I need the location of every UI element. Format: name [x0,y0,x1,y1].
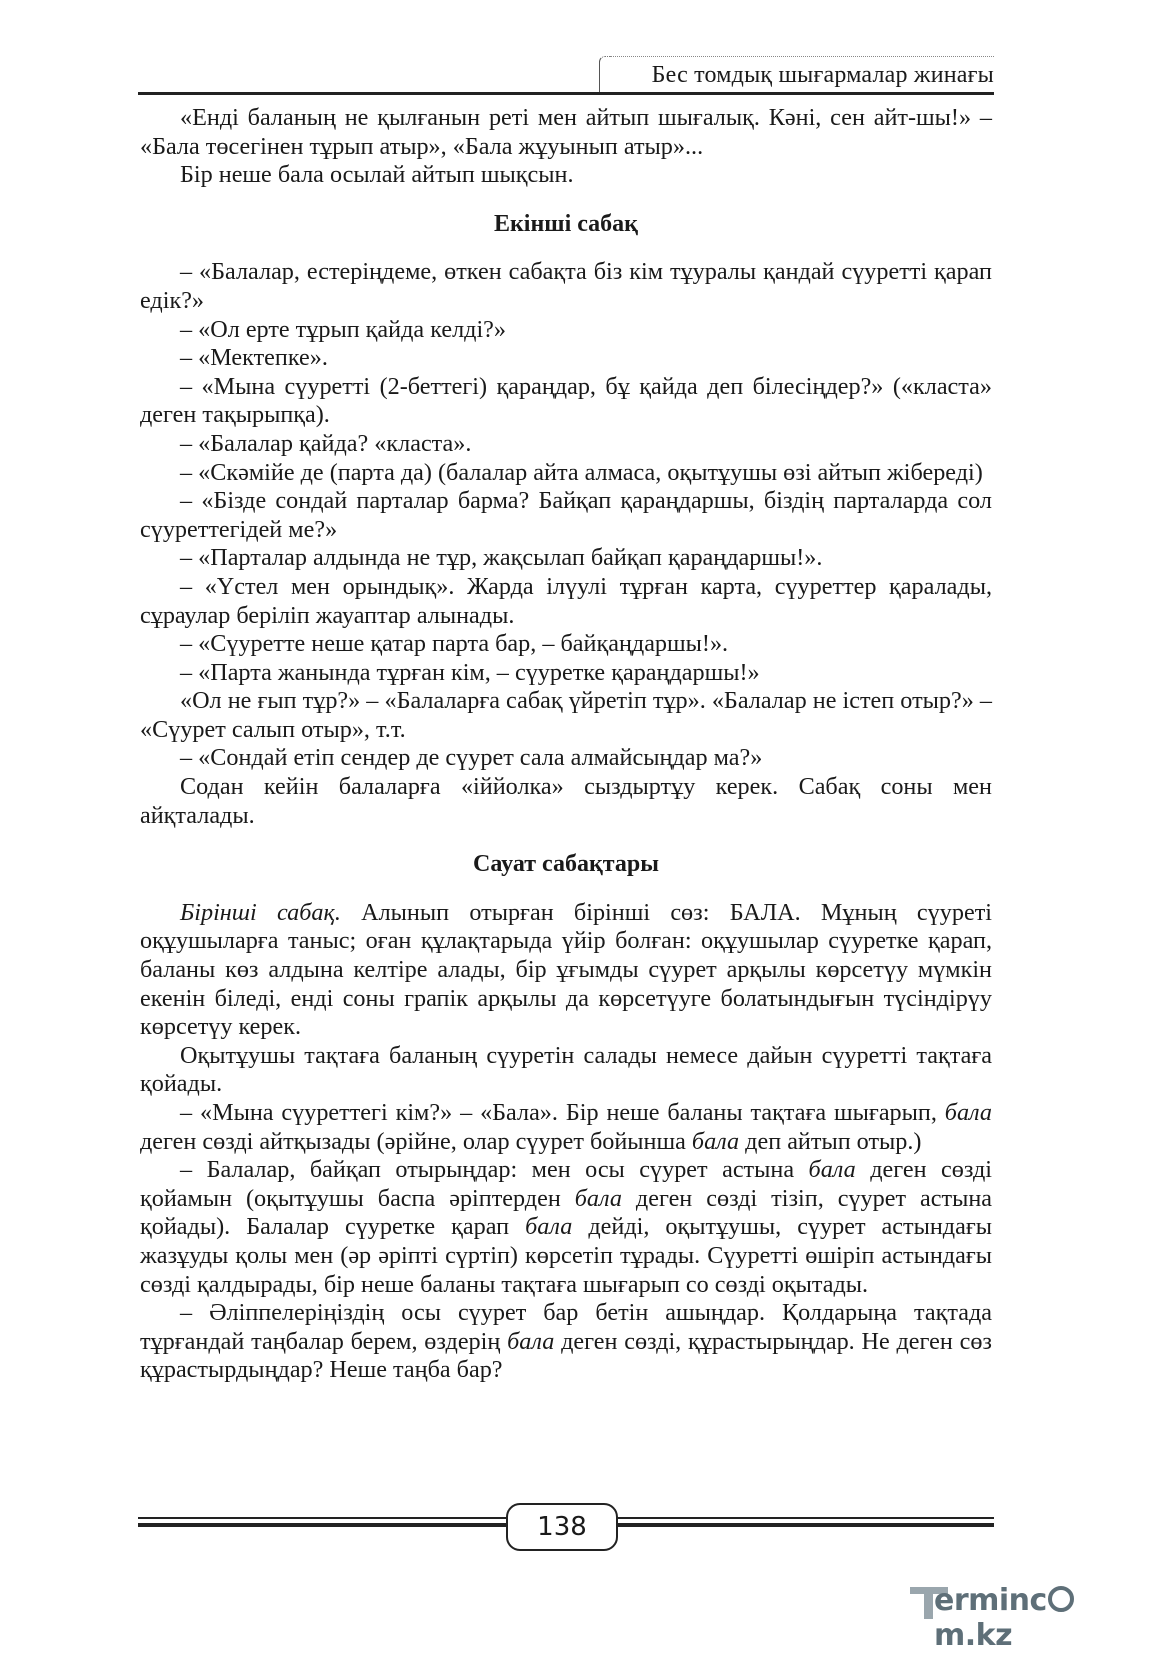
paragraph-text: дейді, оқытұушы, сүурет астындағы жазұуды қолы мен (әр әріпті сүртіп) көрсетіп тұрады. Сүуретті өшіріп астындағы сөзді қалдырады, бір неше баланы тақтаға шығарып со сөзді оқытады. [140,1213,992,1298]
paragraph: Содан кейін балаларға «іййолка» сыздыртұу керек. Сабақ соны мен айқталады. [140,773,992,829]
paragraph-text: Алынып отырған бірінші сөз: БАЛА. Мұның сүуреті оқұушыларға таныс; оған құлақтарыда үйір болған: оқұушылар сүуретке қарап, баланы көз алдына келтіре алады, бір ұғымды сүурет арқылы көрсетүу мүмкін екенін біледі, енді соны грапік арқылы да көрсетүуге болатындығын түсіндірүу көрсетүу керек. [140,898,992,1041]
paragraph: – «Сүуретте неше қатар парта бар, – байқаңдаршы!». [180,630,729,658]
italic-word: бала [808,1156,856,1184]
paragraph-text: деген сөзді тізіп, сүурет астына қойады). Балалар сүуретке қарап [140,1184,992,1241]
section-heading: Сауат сабақтары [473,851,659,878]
paragraph: – «Мына сүуретті (2-беттегі) қараңдар, бұ қайда деп білесіңдер?» («класта» деген тақырыпқа). [140,372,992,429]
italic-word: бала [944,1099,992,1126]
paragraph: «Енді баланың не қылғанын реті мен айтып шығалық. Кәні, сен айт-шы!» – «Бала төсегінен тұрып атыр», «Бала жұуынып атыр»... [140,104,992,160]
paragraph: Оқытұушы тақтаға баланың сүуретін салады немесе дайын сүуретті тақтаға қойады. [140,1041,992,1098]
paragraph-text: деп айтып отыр.) [739,1127,922,1155]
italic-word: бала [574,1184,622,1212]
paragraph: – «Сондай етіп сендер де сүурет сала алмайсыңдар ма?» [180,744,763,772]
italic-lead: Бірінші сабақ. [180,898,341,926]
watermark-t-stem [924,1587,933,1619]
watermark-text-part2: m.kz [934,1618,1013,1653]
paragraph [140,899,992,1042]
page-number-box [506,1503,618,1551]
footer-rule-right-thin [616,1517,994,1519]
paragraph-text: деген сөзді айтқызады (әрійне, олар сүурет бойынша [140,1127,692,1155]
italic-word: бала [525,1213,573,1241]
paragraph [140,1156,992,1299]
footer-rule-right-thick [616,1523,994,1527]
footer-rule-left-thin [138,1517,506,1519]
paragraph-text: деген сөзді, құрастырыңдар. Не деген сөз құрастырдыңдар? Неше таңба бар? [140,1327,992,1384]
paragraph-text: – «Мына сүуреттегі кім?» – «Бала». Бір неше баланы тақтаға шығарып, [180,1099,945,1126]
watermark-text [934,1583,1110,1653]
running-header [138,54,994,94]
footer-rule-left-thick [138,1523,506,1527]
header-bracket-ornament [599,56,610,95]
paragraph: – «Бізде сондай парталар барма? Байқап қараңдаршы, біздің парталарда сол сүуреттегідей ме?» [140,487,992,543]
header-rule [138,92,994,95]
paragraph [140,1299,992,1385]
paragraph: – «Парта жанында тұрған кім, – сүуретке қараңдаршы!» [180,658,760,686]
page-body [140,104,992,1385]
paragraph: – «Үстел мен орындық». Жарда ілүулі тұрған карта, сүуреттер қаралады, сұраулар беріліп жауаптар алынады. [140,572,992,629]
paragraph: – «Скәмійе де (парта да) (балалар айта алмаса, оқытұушы өзі айтып жібереді) [180,458,983,486]
paragraph-text: – Балалар, байқап отырыңдар: мен осы сүурет астына [180,1156,809,1184]
paragraph: – «Балалар қайда? «класта». [180,429,472,457]
paragraph: Бір неше бала осылай айтып шықсын. [180,161,574,189]
site-watermark-logo [910,1583,1110,1653]
magnifier-icon [1048,1586,1074,1612]
italic-word: бала [507,1327,555,1355]
paragraph [140,1099,992,1156]
header-dotted-line [610,56,994,57]
section-heading: Екінші сабақ [493,210,639,237]
italic-word: бала [691,1127,740,1155]
paragraph: – «Мектепке». [180,344,328,372]
paragraph: – «Парталар алдында не тұр, жақсылап байқап қараңдаршы!». [180,544,823,572]
page-footer [138,1507,994,1557]
page-number: 138 [537,1512,587,1542]
watermark-text-part1: erminc [934,1583,1047,1618]
paragraph: «Ол не ғып тұр?» – «Балаларға сабақ үйретіп тұр». «Балалар не істеп отыр?» – «Сүурет салып отыр», т.т. [140,687,992,743]
paragraph-text: деген сөзді қойамын (оқытұушы баспа әріптерден [140,1156,993,1212]
header-title: Бес томдық шығармалар жинағы [651,62,994,88]
paragraph: – «Ол ерте тұрып қайда келді?» [180,315,507,343]
paragraph: – «Балалар, естеріңдеме, өткен сабақта біз кім тұуралы қандай сүуретті қарап едік?» [140,258,992,314]
paragraph-text: – Әліппелеріңіздің осы сүурет бар бетін ашыңдар. Қолдарыңа тақтада тұрғандай таңбалар берем, өздерің [140,1299,992,1355]
